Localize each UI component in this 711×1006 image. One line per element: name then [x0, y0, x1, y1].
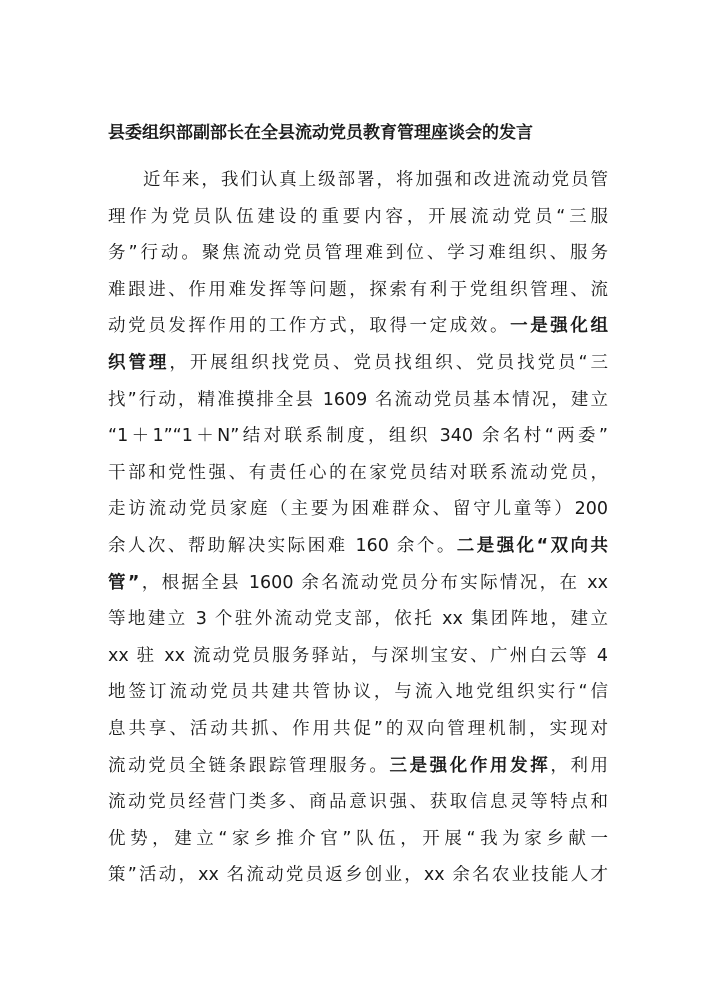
- bold-text-segment: 三是强化作用发挥: [389, 755, 551, 776]
- text-line: [108, 351, 608, 388]
- bold-text-segment: 管”: [108, 572, 140, 593]
- text-line: [108, 168, 608, 205]
- text-segment: 息共享、活动共抓、作用共促”的双向管理机制，实现对: [108, 718, 608, 739]
- text-segment: 流动党员全链条跟踪管理服务。: [108, 755, 390, 776]
- text-line: [108, 461, 608, 498]
- text-segment: 理作为党员队伍建设的重要内容，开展流动党员“三服: [108, 206, 608, 227]
- text-segment: 干部和党性强、有责任心的在家党员结对联系流动党员，: [108, 462, 608, 483]
- text-line: [108, 863, 608, 900]
- text-segment: 务”行动。聚焦流动党员管理难到位、学习难组织、服务: [108, 243, 608, 264]
- text-segment: 走访流动党员家庭（主要为困难群众、留守儿童等）200: [108, 499, 608, 520]
- text-segment: ，开展组织找党员、党员找组织、党员找党员“三: [169, 352, 608, 373]
- text-segment: 地签订流动党员共建共管协议，与流入地党组织实行“信: [108, 682, 608, 703]
- text-segment: xx 驻 xx 流动党员服务驿站，与深圳宝安、广州白云等 4: [108, 645, 608, 666]
- bold-text-segment: 织管理: [108, 352, 170, 373]
- text-line: [108, 314, 608, 351]
- bold-text-segment: 一是强化组: [510, 316, 608, 337]
- text-line: [108, 827, 608, 864]
- text-line: [108, 680, 608, 717]
- text-segment: 难跟进、作用难发挥等问题，探索有利于党组织管理、流: [108, 279, 608, 300]
- text-line: [108, 790, 608, 827]
- text-line: [108, 278, 608, 315]
- text-line: [108, 424, 608, 461]
- text-segment: 流动党员经营门类多、商品意识强、获取信息灵等特点和: [108, 792, 608, 813]
- text-segment: ，根据全县 1600 余名流动党员分布实际情况，在 xx: [139, 572, 608, 593]
- bold-text-segment: 二是强化“双向共: [456, 535, 608, 556]
- text-segment: 等地建立 3 个驻外流动党支部，依托 xx 集团阵地，建立: [108, 609, 608, 630]
- text-segment: “1＋1”“1＋N”结对联系制度，组织 340 余名村“两委”: [108, 426, 608, 447]
- text-segment: 策”活动，xx 名流动党员返乡创业，xx 余名农业技能人才: [108, 865, 608, 886]
- text-segment: 近年来，我们认真上级部署，将加强和改进流动党员管: [143, 170, 608, 190]
- text-line: [108, 607, 608, 644]
- text-line: [108, 241, 608, 278]
- document-body: [108, 168, 608, 900]
- text-segment: 找”行动，精准摸排全县 1609 名流动党员基本情况，建立: [108, 389, 608, 410]
- text-segment: 优势，建立“家乡推介官”队伍，开展“我为家乡献一: [108, 828, 608, 849]
- text-line: [108, 754, 608, 791]
- text-segment: 余人次、帮助解决实际困难 160 余个。: [108, 535, 457, 556]
- text-segment: ，利用: [550, 755, 608, 776]
- text-line: [108, 205, 608, 242]
- text-line: [108, 717, 608, 754]
- text-segment: 动党员发挥作用的工作方式，取得一定成效。: [108, 316, 511, 337]
- text-line: [108, 534, 608, 571]
- text-line: [108, 388, 608, 425]
- text-line: [108, 497, 608, 534]
- document-title: 县委组织部副部长在全县流动党员教育管理座谈会的发言: [108, 123, 533, 143]
- text-line: [108, 644, 608, 681]
- text-line: [108, 571, 608, 608]
